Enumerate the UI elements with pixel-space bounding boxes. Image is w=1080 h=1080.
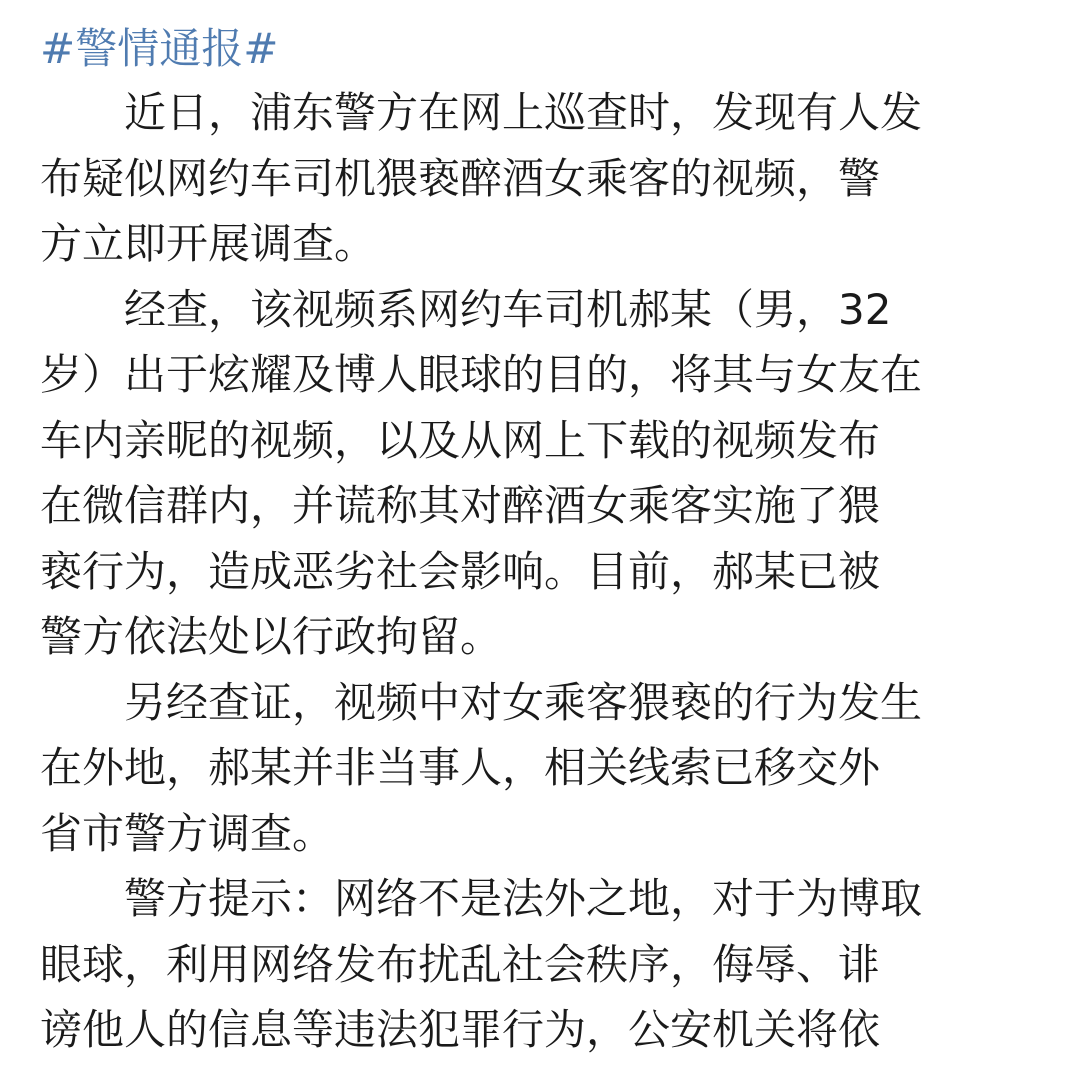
- paragraph-3-line-2: 在外地，郝某并非当事人，相关线索已移交外: [40, 743, 881, 792]
- paragraph-1-line-2: 布疑似网约车司机猥亵醉酒女乘客的视频，警: [40, 153, 881, 203]
- paragraph-2-line-5: 亵行为，造成恶劣社会影响。目前，郝某已被: [40, 546, 881, 596]
- paragraph-3-line-3: 省市警方调查。: [40, 808, 335, 858]
- paragraph-2-line-4: 在微信群内，并谎称其对醉酒女乘客实施了猥: [40, 481, 881, 530]
- paragraph-2-line-3: 车内亲昵的视频，以及从网上下载的视频发布: [40, 415, 881, 465]
- post-content: [40, 22, 1050, 1063]
- paragraph-2-line-2: 岁）出于炫耀及博人眼球的目的，将其与女友在: [40, 350, 923, 399]
- hashtag-link[interactable]: #警情通报#: [40, 24, 279, 73]
- paragraph-3-line-1: 另经查证，视频中对女乘客猥亵的行为发生: [124, 677, 923, 727]
- paragraph-1-line-3: 方立即开展调查。: [40, 219, 377, 268]
- paragraph-2-line-1: 经查，该视频系网约车司机郝某（男，32: [124, 284, 892, 334]
- paragraph-4-line-1: 警方提示：网络不是法外之地，对于为博取: [124, 874, 923, 923]
- paragraph-4-line-2: 眼球，利用网络发布扰乱社会秩序，侮辱、诽: [40, 939, 881, 989]
- paragraph-1-line-1: 近日，浦东警方在网上巡查时，发现有人发: [124, 88, 923, 137]
- paragraph-2-line-6: 警方依法处以行政拘留。: [40, 612, 503, 661]
- paragraph-4-line-3: 谤他人的信息等违法犯罪行为，公安机关将依: [40, 1005, 881, 1054]
